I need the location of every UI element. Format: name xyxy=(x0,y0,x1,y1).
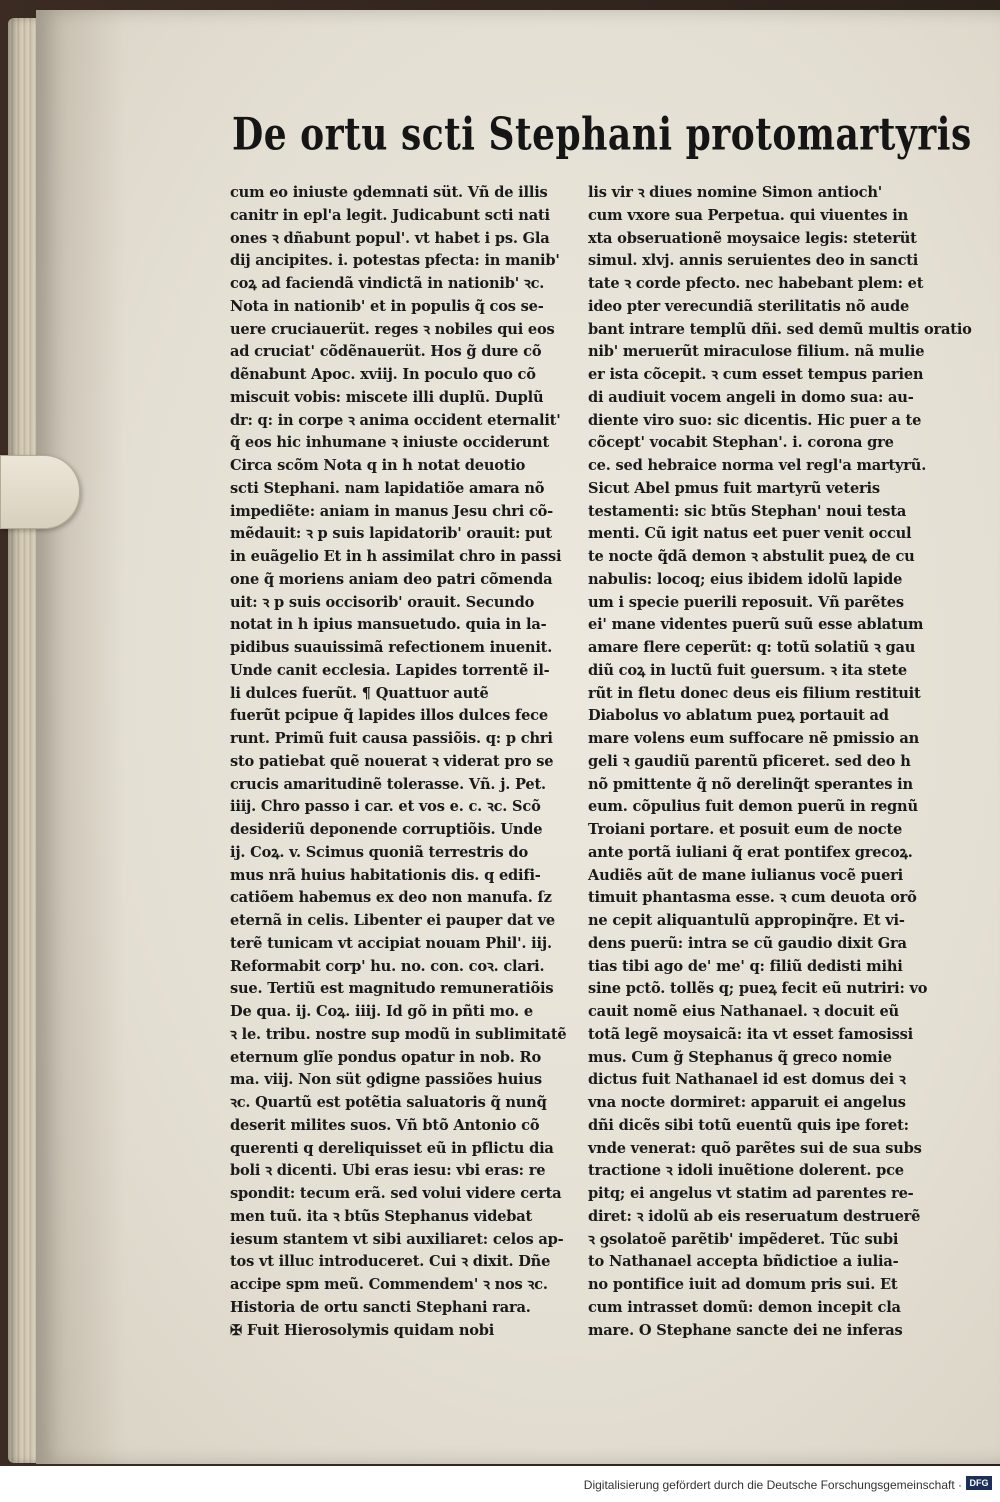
text-line: bant intrare templũ dñi. sed demũ multis oratio xyxy=(588,320,972,338)
text-line: uit: ꝛ p suis occisorib' orauit. Secundo xyxy=(230,593,535,611)
text-line: pidibus suauissimã refectionem inuenit. xyxy=(230,639,553,656)
text-line: Audiẽs aũt de mane iulianus vocẽ pueri xyxy=(588,866,904,884)
text-line: rũt in fletu donec deus eis filium restituit xyxy=(588,684,921,702)
text-line: ij. Coꝝ. v. Scimus quoniã terrestris do xyxy=(230,843,528,861)
text-line: cum eo iniuste ƍdemnati süt. Vñ de illis xyxy=(230,184,548,201)
left-text-column xyxy=(230,182,570,1342)
text-line: ante portã iuliani q̃ erat pontifex grecoꝝ. xyxy=(588,843,913,861)
text-line: canitr in epl'a legit. Judicabunt scti nati xyxy=(230,206,550,224)
text-line: scti Stephani. nam lapidatiõe amara nõ xyxy=(230,479,545,497)
text-line: tractione ꝛ idoli inuẽtione dolerent. pce xyxy=(588,1162,904,1180)
text-line: testamenti: sic btũs Stephan' noui testa xyxy=(588,502,907,520)
text-line: Reformabit corp' hu. no. con. coꝛ. clari. xyxy=(230,957,545,975)
text-line: ne cepit aliquantulũ appropinq̃re. Et vi- xyxy=(588,912,905,929)
text-line: mus. Cum g̃ Stephanus q̃ greco nomie xyxy=(588,1048,892,1066)
text-line: Circa scõm Nota q in h notat deuotio xyxy=(230,457,526,474)
text-line: Nota in nationib' et in populis q̃ cos se- xyxy=(230,297,544,315)
text-line: li dulces fuerũt. ¶ Quattuor autẽ xyxy=(230,684,489,702)
text-line: dẽnabunt Apoc. xviij. In poculo quo cõ xyxy=(230,366,536,383)
text-line: one q̃ moriens aniam deo patri cõmenda xyxy=(230,570,553,588)
text-line: mus nrã huius habitationis dis. q edifi- xyxy=(230,866,541,884)
text-line: cum vxore sua Perpetua. qui viuentes in xyxy=(588,206,909,224)
text-line: miscuit vobis: miscete illi duplũ. Duplũ xyxy=(230,388,544,406)
text-line: tias tibi ago de' me' q: filiũ dedisti mihi xyxy=(588,957,903,975)
text-line: eum. cõpulius fuit demon puerũ in regnũ xyxy=(588,798,918,816)
text-line: dens puerũ: intra se cũ gaudio dixit Gra xyxy=(588,934,907,952)
text-line: vnde venerat: quõ parẽtes sui de sua subs xyxy=(588,1139,922,1157)
text-line: Troiani portare. et posuit eum de nocte xyxy=(588,821,903,838)
text-line: timuit phantasma esse. ꝛ cum deuota orõ xyxy=(588,889,917,907)
text-line: to Nathanael accepta bñdictioe a iulia- xyxy=(588,1253,899,1271)
text-line: ce. sed hebraice norma vel regl'a martyrũ. xyxy=(588,457,927,474)
text-line: vna nocte dormiret: apparuit ei angelus xyxy=(588,1094,906,1111)
text-line: nib' meruerũt miraculose filium. nã mulie xyxy=(588,343,925,361)
text-line: lis vir ꝛ diues nomine Simon antioch' xyxy=(588,184,883,201)
text-line: tos vt illuc introduceret. Cui ꝛ dixit. Dñe xyxy=(230,1253,551,1271)
text-line: diret: ꝛ idolũ ab eis reseruatum destruerẽ xyxy=(588,1207,921,1225)
text-line: catiõem habemus ex deo non manufa. ſz xyxy=(230,889,552,907)
text-line: coꝝ ad faciendã vindictã in nationib' ꝛc. xyxy=(230,275,545,292)
text-line: te nocte q̃dã demon ꝛ abstulit pueꝝ de cu xyxy=(588,548,915,565)
text-line: eternã in celis. Libenter ei pauper dat ve xyxy=(230,912,556,929)
text-line: ꝛ le. tribu. nostre sup modũ in sublimitatẽ xyxy=(230,1025,567,1043)
text-line: mare volens eum suffocare nẽ pmissio an xyxy=(588,730,920,747)
text-line: runt. Primũ fuit causa passiõis. q: p chri xyxy=(230,730,553,747)
right-text-column xyxy=(588,182,972,1342)
text-line: menti. Cũ igit natus eet puer venit occul xyxy=(588,525,912,543)
text-line: dij ancipites. i. potestas pfecta: in manib' xyxy=(230,252,560,270)
text-line: totã legẽ moysaicã: ita vt esset famosissi xyxy=(588,1025,914,1043)
bookmark-tab xyxy=(0,455,80,529)
text-line: geli ꝛ gaudiũ parentũ pficeret. sed deo h xyxy=(588,752,911,770)
text-line: impediẽte: aniam in manus Jesu chri cõ- xyxy=(230,502,554,520)
text-line: sto patiebat quẽ nouerat ꝛ viderat pro se xyxy=(230,752,554,770)
text-line: cauit nomẽ eius Nathanael. ꝛ docuit eũ xyxy=(588,1003,899,1020)
text-line: boli ꝛ dicenti. Ubi eras iesu: vbi eras: re xyxy=(230,1162,546,1180)
text-line: mẽdauit: ꝛ p suis lapidatorib' orauit: put xyxy=(230,525,552,543)
text-line: spondit: tecum erã. sed volui videre certa xyxy=(230,1185,562,1202)
text-line: diente viro suo: sic dicentis. Hic puer a te xyxy=(588,411,922,429)
text-line: querenti q dereliquisset eũ in pflictu dia xyxy=(230,1139,554,1157)
text-line: cum intrasset domũ: demon incepit cla xyxy=(588,1298,901,1316)
text-line: tate ꝛ corde pfecto. nec habebant plem: et xyxy=(588,275,924,292)
text-line: amare flere ceperũt: q: totũ solatiũ ꝛ gau xyxy=(588,639,916,656)
text-line: in euãgelio Et in h assimilat chro in passi xyxy=(230,548,562,565)
page-heading: De ortu scti Stephani protomartyris xyxy=(232,108,972,161)
text-line: ei' mane videntes puerũ suũ esse ablatum xyxy=(588,616,924,634)
text-line: ideo pter verecundiã sterilitatis nõ aude xyxy=(588,297,910,315)
text-line: ad cruciat' cõdẽnauerüt. Hos g̃ dure cõ xyxy=(230,343,542,361)
text-line: notat in h ipius mansuetudo. quia in la- xyxy=(230,616,547,634)
footer-bar xyxy=(0,1466,1000,1502)
text-line: accipe spm meũ. Commendem' ꝛ nos ꝛc. xyxy=(230,1276,548,1293)
text-line: ꝛ ƍsolatoẽ parẽtib' impẽderet. Tũc subi xyxy=(588,1230,899,1248)
text-line: er ista cõcepit. ꝛ cum esset tempus parien xyxy=(588,366,924,383)
text-line: fuerũt pcipue q̃ lapides illos dulces fece xyxy=(230,707,548,725)
text-line: Unde canit ecclesia. Lapides torrentẽ il- xyxy=(230,661,550,679)
funding-credit: Digitalisierung gefördert durch die Deutsche Forschungsgemeinschaft · xyxy=(583,1478,962,1492)
text-line: eternum glĩe pondus opatur in nob. Ro xyxy=(230,1048,541,1066)
text-line: sue. Tertiũ est magnitudo remuneratiõis xyxy=(230,980,554,998)
text-line: sine pctõ. tollẽs q; pueꝝ fecit eũ nutriri: vo xyxy=(588,980,928,998)
dfg-logo: DFG xyxy=(966,1476,992,1490)
text-line: no pontifice iuit ad domum pris sui. Et xyxy=(588,1276,898,1293)
text-line: xta obseruationẽ moysaice legis: steterüt xyxy=(588,229,917,247)
text-line: Sicut Abel pmus fuit martyrũ veteris xyxy=(588,479,880,497)
text-line: ✠ Fuit Hierosolymis quidam nobi xyxy=(230,1321,495,1339)
text-line: men tuũ. ita ꝛ btũs Stephanus videbat xyxy=(230,1207,533,1225)
text-line: nõ pmittente q̃ nõ derelinq̃t sperantes in xyxy=(588,775,913,793)
text-line: cõcept' vocabit Stephan'. i. corona gre xyxy=(588,434,894,452)
text-line: diũ coꝝ in luctũ fuit ƍuersum. ꝛ ita stete xyxy=(588,661,907,679)
text-line: mare. O Stephane sancte dei ne inferas xyxy=(588,1321,903,1339)
text-line: desideriũ deponende corruptiõis. Unde xyxy=(230,821,543,838)
text-line: Historia de ortu sancti Stephani rara. xyxy=(230,1298,531,1316)
text-line: De qua. ij. Coꝝ. iiij. Id gõ in pñti mo. e xyxy=(230,1003,533,1020)
text-line: simul. xlvj. annis seruientes deo in sancti xyxy=(588,252,919,270)
text-line: dr: q: in corpe ꝛ anima occident eternalit' xyxy=(230,411,561,429)
text-line: crucis amaritudinẽ tolerasse. Vñ. j. Pet. xyxy=(230,775,546,793)
text-line: Diabolus vo ablatum pueꝝ portauit ad xyxy=(588,707,889,725)
text-line: ꝛc. Quartũ est potẽtia saluatoris q̃ nunq̃ xyxy=(230,1094,547,1111)
text-line: dictus fuit Nathanael id est domus dei ꝛ xyxy=(588,1071,906,1089)
text-line: pitq; ei angelus vt statim ad parentes re- xyxy=(588,1185,914,1202)
text-line: terẽ tunicam vt accipiat nouam Phil'. iij. xyxy=(230,934,552,952)
text-line: uere cruciauerüt. reges ꝛ nobiles qui eos xyxy=(230,320,555,338)
text-line: ones ꝛ dñabunt popul'. vt habet i ps. Gla xyxy=(230,229,550,247)
text-line: iesum stantem vt sibi auxiliaret: celos ap- xyxy=(230,1230,564,1248)
text-line: iiij. Chro passo i car. et vos e. c. ꝛc. Scõ xyxy=(230,798,541,816)
text-line: di audiuit vocem angeli in domo sua: au- xyxy=(588,388,914,406)
text-line: q̃ eos hic inhumane ꝛ iniuste occiderunt xyxy=(230,434,549,452)
text-line: um i specie puerili reposuit. Vñ parẽtes xyxy=(588,593,904,611)
text-line: deserit milites suos. Vñ btõ Antonio cõ xyxy=(230,1116,540,1134)
text-line: dñi dicẽs sibi totũ euentũ quis ipe foret: xyxy=(588,1116,909,1134)
text-line: nabulis: locoq; eius ibidem idolũ lapide xyxy=(588,570,903,588)
text-line: ma. viij. Non süt ƍdigne passiões huius xyxy=(230,1071,542,1089)
